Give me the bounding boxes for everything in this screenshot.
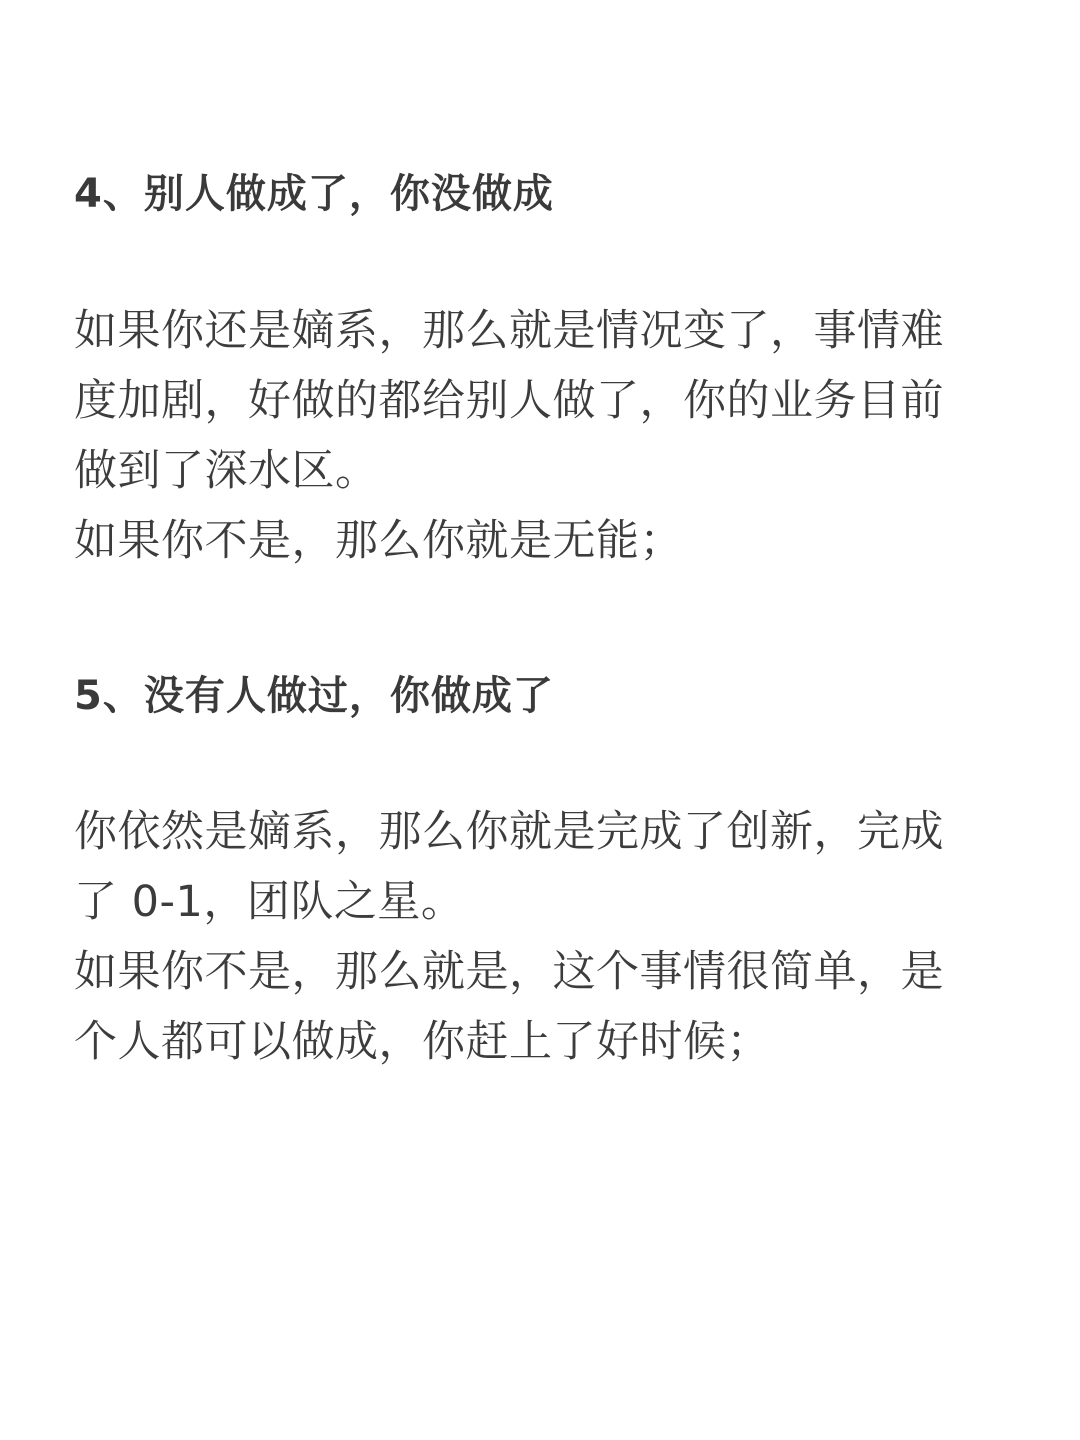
section-5-line-4: 个人都可以做成，你赶上了好时候； [74, 1017, 770, 1067]
section-4-line-2: 度加剧，好做的都给别人做了，你的业务目前 [74, 376, 944, 426]
section-5-line-1: 你依然是嫡系，那么你就是完成了创新，完成 [74, 807, 944, 857]
section-4-heading: 4、别人做成了，你没做成 [74, 171, 554, 217]
section-4-line-4: 如果你不是，那么你就是无能； [74, 516, 683, 566]
section-5-heading: 5、没有人做过，你做成了 [74, 673, 554, 719]
section-5-line-3: 如果你不是，那么就是，这个事情很简单，是 [74, 947, 944, 997]
section-4-line-1: 如果你还是嫡系，那么就是情况变了，事情难 [74, 306, 944, 356]
section-5-line-2: 了 0-1，团队之星。 [74, 877, 465, 927]
section-4-body [74, 296, 1004, 576]
section-4-line-3: 做到了深水区。 [74, 446, 379, 496]
section-5-body [74, 797, 1004, 1077]
